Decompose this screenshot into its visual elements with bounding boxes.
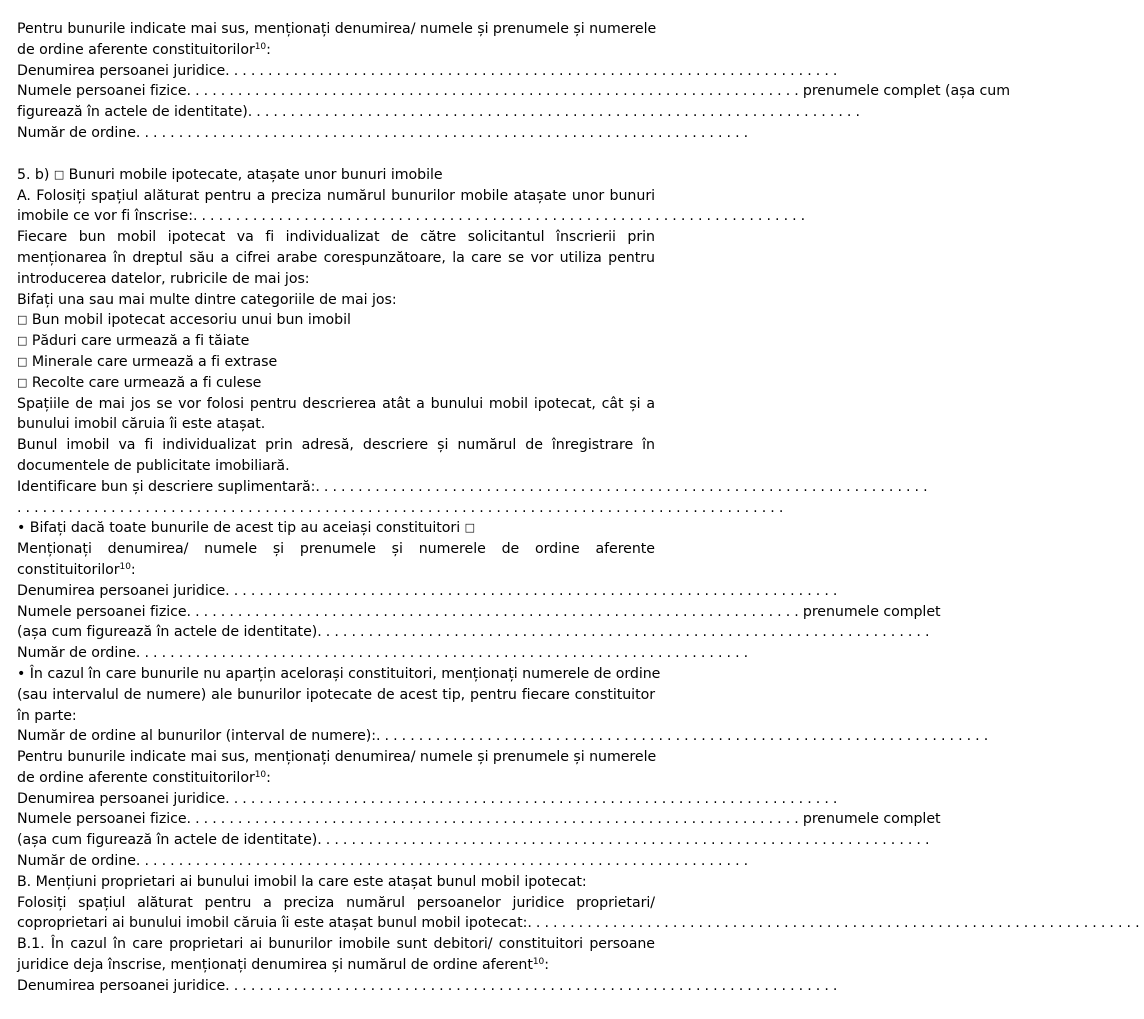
- legal-entity-field[interactable]: Denumirea persoanei juridice ........................................................................: [17, 581, 655, 602]
- option-label: Bifați dacă toate bunurile de acest tip au aceiași constituitori: [29, 520, 461, 537]
- order-number-field[interactable]: Număr de ordine ........................................................................: [17, 123, 655, 144]
- first-name-field[interactable]: (așa cum figurează în actele de identitate) ........................................................................: [17, 830, 655, 851]
- paragraph-line: Spațiile de mai jos se vor folosi pentru descrierea atât a bunului mobil ipotecat, cât și a: [17, 395, 655, 412]
- field-label: (așa cum figurează în actele de identitate): [17, 832, 318, 849]
- intro-text-line: de ordine aferente constituitorilor$^{10}$:: [17, 41, 271, 58]
- category-option[interactable]: [17, 331, 655, 352]
- section-heading: B. Mențiuni proprietari ai bunului imobil la care este atașat bunul mobil ipotecat:: [17, 873, 587, 890]
- paragraph-line: în parte:: [17, 707, 77, 724]
- field-label: prenumele complet: [802, 811, 941, 828]
- footnote-ref: 10: [119, 561, 131, 572]
- legal-entity-field[interactable]: Denumirea persoanei juridice ........................................................................: [17, 976, 655, 997]
- movable-goods-count-field[interactable]: imobile ce vor fi înscrise: ........................................................................: [17, 206, 655, 227]
- order-number-field[interactable]: Număr de ordine ........................................................................: [17, 643, 655, 664]
- option-label: Bun mobil ipotecat accesoriu unui bun imobil: [31, 312, 351, 329]
- paragraph-line: Menționați denumirea/ numele și prenumele și numerele de ordine aferente: [17, 541, 655, 558]
- first-name-field[interactable]: figurează în actele de identitate) ........................................................................: [17, 102, 655, 123]
- paragraph-line: • În cazul în care bunurile nu aparțin acelorași constituitori, menționați numerele de ordine: [17, 665, 661, 682]
- paragraph-line: (sau intervalul de numere) ale bunurilor ipotecate de acest tip, pentru fiecare constituitor: [17, 686, 655, 703]
- footnote-ref: 10: [254, 769, 267, 780]
- field-label: Numele persoanei fizice: [17, 83, 187, 100]
- same-constituents-option[interactable]: [17, 518, 655, 539]
- field-label: figurează în actele de identitate): [17, 104, 248, 121]
- checkbox[interactable]: □: [17, 334, 28, 348]
- natural-person-field[interactable]: Numele persoanei fizice ........................................................................ prenumele complet: [17, 602, 655, 623]
- category-option[interactable]: [17, 310, 655, 331]
- identification-field-continued[interactable]: ..........................................................................................: [17, 499, 788, 516]
- checkbox[interactable]: □: [17, 375, 28, 389]
- form-page: [0, 19, 1144, 1019]
- natural-person-field[interactable]: Numele persoanei fizice ........................................................................ prenumele complet: [17, 809, 655, 830]
- footnote-ref: 10: [254, 41, 267, 52]
- intro-text-line: Pentru bunurile indicate mai sus, menționați denumirea/ numele și prenumele și numerele: [17, 21, 657, 37]
- option-label: Minerale care urmează a fi extrase: [31, 353, 278, 370]
- identification-field[interactable]: Identificare bun și descriere suplimentară: ........................................................................: [17, 477, 655, 498]
- paragraph-line: constituitorilor$^{10}$:: [17, 561, 136, 578]
- checkbox[interactable]: □: [53, 167, 65, 181]
- field-label: Număr de ordine: [17, 853, 136, 870]
- order-number-field[interactable]: Număr de ordine ........................................................................: [17, 851, 655, 872]
- legal-entity-field[interactable]: Denumirea persoanei juridice ........................................................................: [17, 789, 655, 810]
- paragraph-line: introducerea datelor, rubricile de mai jos:: [17, 270, 310, 287]
- bullet: •: [17, 520, 26, 537]
- field-label: Denumirea persoanei juridice: [17, 977, 226, 994]
- natural-person-field[interactable]: Numele persoanei fizice ........................................................................ prenumele complet (așa cum: [17, 81, 655, 102]
- paragraph-line: Fiecare bun mobil ipotecat va fi individualizat de către solicitantul înscrierii prin: [17, 229, 655, 246]
- field-label: Număr de ordine al bunurilor (interval de numere):: [17, 728, 376, 745]
- field-label: prenumele complet: [802, 603, 941, 620]
- checkbox[interactable]: □: [17, 354, 28, 368]
- field-label: Denumirea persoanei juridice: [17, 582, 226, 599]
- owners-count-field[interactable]: coproprietari ai bunului imobil căruia îi este atașat bunul mobil ipotecat: ........................................................................: [17, 913, 655, 934]
- goods-order-interval-field[interactable]: Număr de ordine al bunurilor (interval de numere): ........................................................................: [17, 726, 655, 747]
- field-label: Numele persoanei fizice: [17, 811, 187, 828]
- paragraph-line: Bunul imobil va fi individualizat prin adresă, descriere și numărul de înregistrare în: [17, 437, 655, 454]
- paragraph-line: bunului imobil căruia îi este atașat.: [17, 416, 266, 433]
- option-label: Păduri care urmează a fi tăiate: [31, 333, 250, 350]
- paragraph-line: B.1. În cazul în care proprietari ai bunurilor imobile sunt debitori/ constituitori persoane: [17, 936, 655, 953]
- first-name-field[interactable]: (așa cum figurează în actele de identitate) ........................................................................: [17, 622, 655, 643]
- paragraph-line: Folosiți spațiul alăturat pentru a preciza numărul persoanelor juridice proprietari/: [17, 894, 655, 911]
- paragraph-line: de ordine aferente constituitorilor$^{10}$:: [17, 769, 271, 786]
- field-label: Identificare bun și descriere suplimentară:: [17, 478, 316, 495]
- paragraph-line: Pentru bunurile indicate mai sus, menționați denumirea/ numele și prenumele și numerele: [17, 749, 657, 766]
- paragraph-line: A. Folosiți spațiul alăturat pentru a preciza numărul bunurilor mobile atașate unor bunuri: [17, 187, 655, 204]
- category-option[interactable]: [17, 352, 655, 373]
- category-option[interactable]: [17, 373, 655, 394]
- field-label: (așa cum figurează în actele de identitate): [17, 624, 318, 641]
- legal-entity-field[interactable]: Denumirea persoanei juridice ........................................................................: [17, 61, 655, 82]
- checkbox[interactable]: □: [464, 521, 475, 535]
- field-label: prenumele complet (așa cum: [802, 83, 1011, 100]
- field-label: Denumirea persoanei juridice: [17, 62, 226, 79]
- field-label: coproprietari ai bunului imobil căruia îi este atașat bunul mobil ipotecat:: [17, 915, 528, 932]
- bullet: •: [17, 665, 26, 682]
- section-heading: 5. b) □ Bunuri mobile ipotecate, atașate unor bunuri imobile: [17, 166, 443, 183]
- field-label: Numele persoanei fizice: [17, 603, 187, 620]
- paragraph-line: Bifați una sau mai multe dintre categoriile de mai jos:: [17, 291, 397, 308]
- checkbox[interactable]: □: [17, 313, 28, 327]
- field-label: imobile ce vor fi înscrise:: [17, 208, 193, 225]
- field-label: Denumirea persoanei juridice: [17, 790, 226, 807]
- field-label: Număr de ordine: [17, 645, 136, 662]
- paragraph-line: menționarea în dreptul său a cifrei arabe corespunzătoare, la care se vor utiliza pentru: [17, 249, 655, 266]
- footnote-ref: 10: [532, 957, 545, 968]
- field-label: Număr de ordine: [17, 124, 136, 141]
- paragraph-line: juridice deja înscrise, menționați denumirea și numărul de ordine aferent$^{10}$:: [17, 957, 549, 974]
- paragraph-line: documentele de publicitate imobiliară.: [17, 457, 290, 474]
- option-label: Recolte care urmează a fi culese: [31, 374, 262, 391]
